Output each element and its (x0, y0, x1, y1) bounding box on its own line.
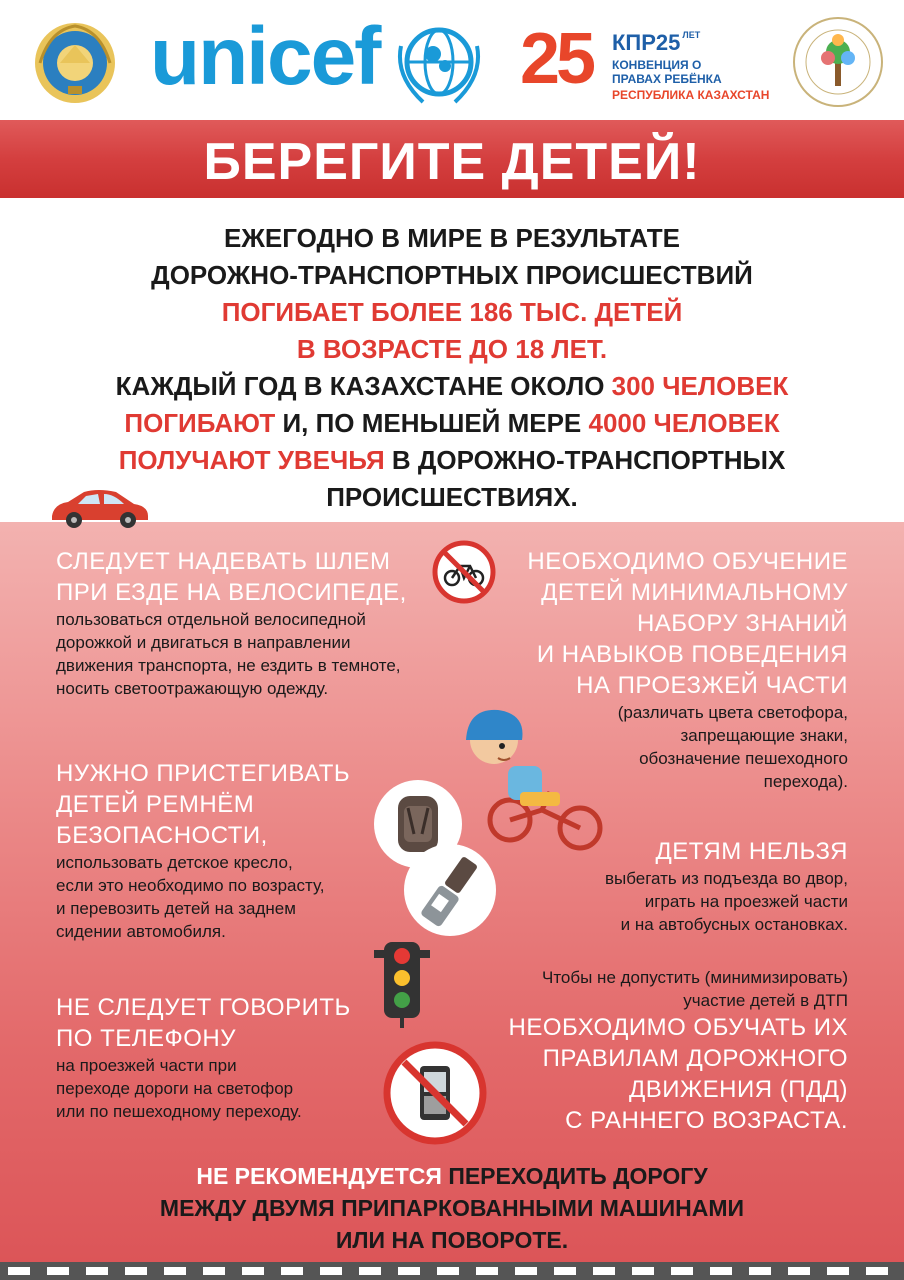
crosswalk-stripe (398, 1267, 420, 1275)
helmet-text: пользоваться отдельной велосипедной (56, 610, 366, 629)
crosswalk-stripe (515, 1267, 537, 1275)
forbidden-tip (500, 836, 848, 936)
phone-text: на проезжей части при (56, 1056, 237, 1075)
unicef-globe-icon (393, 16, 485, 108)
pdd-text: участие детей в ДТП (683, 991, 848, 1010)
intro-line: ЕЖЕГОДНО В МИРЕ В РЕЗУЛЬТАТЕ (224, 223, 680, 253)
phone-heading: ПО ТЕЛЕФОНУ (56, 1025, 237, 1052)
crosswalk-stripe (281, 1267, 303, 1275)
phone-tip (56, 992, 376, 1123)
page-title: БЕРЕГИТЕ ДЕТЕЙ! (203, 133, 701, 191)
seatbelt-text: сидении автомобиля. (56, 922, 226, 941)
tree-logo-icon (790, 14, 886, 110)
phone-text: переходе дороги на светофор (56, 1079, 294, 1098)
crosswalk-stripe (359, 1267, 381, 1275)
footer-line: НЕ РЕКОМЕНДУЕТСЯ ПЕРЕХОДИТЬ ДОРОГУ (196, 1163, 708, 1189)
footer-line: МЕЖДУ ДВУМЯ ПРИПАРКОВАННЫМИ МАШИНАМИ (159, 1195, 745, 1221)
kpr-line1: КОНВЕНЦИЯ О (612, 58, 702, 72)
crosswalk-stripe (320, 1267, 342, 1275)
pdd-tip (440, 966, 848, 1136)
crosswalk-stripe (476, 1267, 498, 1275)
crosswalk-stripe (554, 1267, 576, 1275)
pdd-text: Чтобы не допустить (минимизировать) (542, 968, 848, 987)
crosswalk-stripe (788, 1267, 810, 1275)
helmet-heading: СЛЕДУЕТ НАДЕВАТЬ ШЛЕМ (56, 548, 391, 575)
crosswalk-stripe (593, 1267, 615, 1275)
forbidden-text: играть на проезжей части (644, 892, 848, 911)
intro-line: КАЖДЫЙ ГОД В КАЗАХСТАНЕ ОКОЛО 300 ЧЕЛОВЕК (115, 371, 789, 401)
crosswalk-stripe (749, 1267, 771, 1275)
pdd-heading: ДВИЖЕНИЯ (ПДД) (628, 1076, 848, 1103)
crosswalk-stripe (203, 1267, 225, 1275)
pdd-heading: ПРАВИЛАМ ДОРОЖНОГО (542, 1045, 848, 1072)
helmet-text: дорожкой и двигаться в направлении (56, 633, 351, 652)
crosswalk-stripe (671, 1267, 693, 1275)
kazakhstan-emblem-icon (30, 20, 120, 106)
traffic-light-icon (372, 938, 432, 1028)
crosswalk-stripe (164, 1267, 186, 1275)
crosswalk-stripe (47, 1267, 69, 1275)
kpr-title: КПР25 $^{ЛЕТ}$ (612, 30, 701, 55)
kpr-line2: ПРАВАХ РЕБЁНКА (612, 72, 722, 86)
forbidden-text: выбегать из подъезда во двор, (604, 869, 848, 888)
crosswalk-stripe (437, 1267, 459, 1275)
forbidden-text: и на автобусных остановках. (620, 915, 848, 934)
training-heading: ДЕТЕЙ МИНИМАЛЬНОМУ (541, 579, 848, 606)
helmet-heading: ПРИ ЕЗДЕ НА ВЕЛОСИПЕДЕ, (56, 579, 407, 606)
intro-statistics (40, 220, 864, 516)
helmet-tip (56, 546, 436, 700)
seatbelt-text: и перевозить детей на заднем (56, 899, 296, 918)
crosswalk-strip (0, 1262, 904, 1280)
training-text: обозначение пешеходного (639, 749, 848, 768)
intro-line: ПОЛУЧАЮТ УВЕЧЬЯ В ДОРОЖНО-ТРАНСПОРТНЫХ (118, 445, 786, 475)
helmet-text: носить светоотражающую одежду. (56, 679, 329, 698)
phone-heading: НЕ СЛЕДУЕТ ГОВОРИТЬ (56, 994, 351, 1021)
kpr-line3: РЕСПУБЛИКА КАЗАХСТАН (612, 88, 770, 102)
intro-line-highlight: ПОГИБАЕТ БОЛЕЕ 186 ТЫС. ДЕТЕЙ (221, 297, 683, 327)
crosswalk-stripe (86, 1267, 108, 1275)
footer-line: ИЛИ НА ПОВОРОТЕ. (335, 1227, 569, 1253)
forbidden-heading: ДЕТЯМ НЕЛЬЗЯ (655, 838, 848, 865)
seatbelt-text: если это необходимо по возрасту, (56, 876, 325, 895)
crosswalk-stripe (632, 1267, 654, 1275)
car-icon (48, 486, 152, 530)
pdd-heading: С РАННЕГО ВОЗРАСТА. (565, 1107, 848, 1134)
seatbelt-tip (56, 758, 406, 943)
crosswalk-stripe (8, 1267, 30, 1275)
intro-line: ДОРОЖНО-ТРАНСПОРТНЫХ ПРОИСШЕСТВИЙ (151, 260, 753, 290)
intro-line: ПОГИБАЮТ И, ПО МЕНЬШЕЙ МЕРЕ 4000 ЧЕЛОВЕК (124, 408, 780, 438)
seatbelt-heading: БЕЗОПАСНОСТИ, (56, 822, 268, 849)
seatbelt-heading: ДЕТЕЙ РЕМНЁМ (56, 791, 255, 818)
kpr-years: ЛЕТ (682, 30, 701, 40)
crosswalk-stripe (827, 1267, 849, 1275)
training-text: запрещающие знаки, (680, 726, 848, 745)
seatbelt-heading: НУЖНО ПРИСТЕГИВАТЬ (56, 760, 351, 787)
training-text: (различать цвета светофора, (617, 703, 848, 722)
crosswalk-stripe (866, 1267, 888, 1275)
kpr25-logo (520, 16, 770, 108)
footer-warning (60, 1160, 844, 1256)
unicef-wordmark: unicef (150, 11, 380, 102)
training-heading: НА ПРОЕЗЖЕЙ ЧАСТИ (576, 672, 848, 699)
helmet-text: движения транспорта, не ездить в темноте, (56, 656, 401, 675)
crosswalk-stripe (125, 1267, 147, 1275)
training-text: перехода). (763, 772, 848, 791)
intro-line: ПРОИСШЕСТВИЯХ. (326, 482, 578, 512)
training-heading: И НАВЫКОВ ПОВЕДЕНИЯ (536, 641, 848, 668)
pdd-heading: НЕОБХОДИМО ОБУЧАТЬ ИХ (508, 1014, 848, 1041)
training-heading: НЕОБХОДИМО ОБУЧЕНИЕ (527, 548, 848, 575)
phone-text: или по пешеходному переходу. (56, 1102, 302, 1121)
intro-line-highlight: В ВОЗРАСТЕ ДО 18 ЛЕТ. (296, 334, 608, 364)
crosswalk-stripe (242, 1267, 264, 1275)
crosswalk-stripe (710, 1267, 732, 1275)
seatbelt-text: использовать детское кресло, (56, 853, 293, 872)
training-heading: НАБОРУ ЗНАНИЙ (636, 610, 848, 637)
kpr-number: 25 (520, 19, 593, 99)
